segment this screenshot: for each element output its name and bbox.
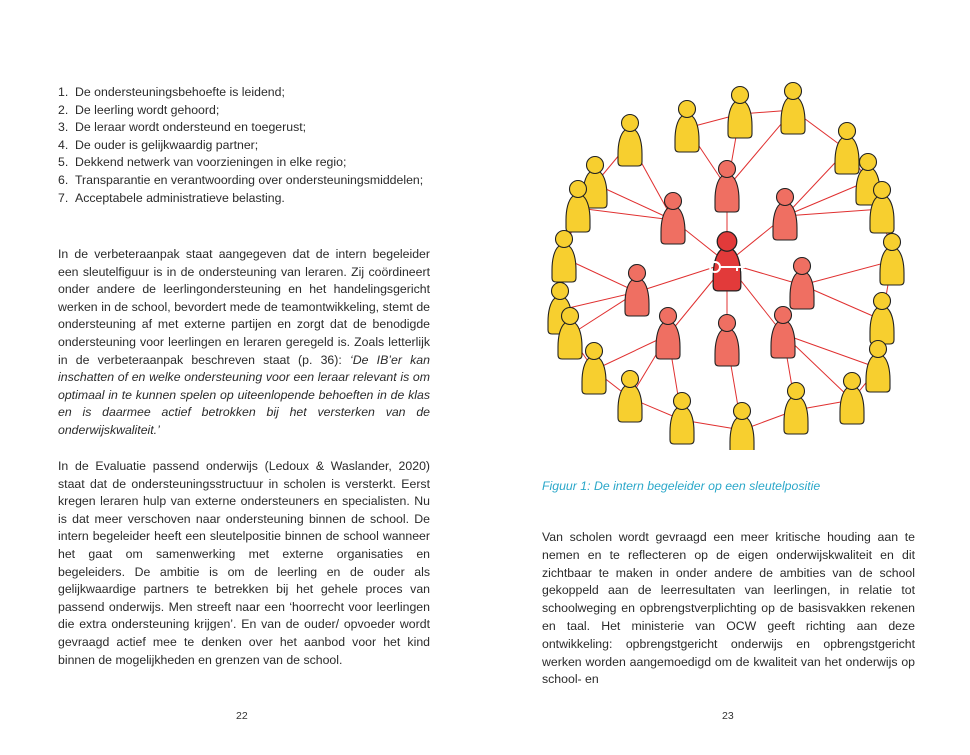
- list-item: [58, 190, 430, 208]
- pawn-body: [728, 102, 752, 138]
- outer-person-pawn: [618, 115, 642, 167]
- list-item-number: 3.: [58, 120, 69, 135]
- outer-person-pawn: [618, 371, 642, 423]
- list-item-text: De ouder is gelijkwaardig partner;: [75, 137, 259, 152]
- outer-person-pawn: [870, 293, 894, 345]
- inner-person-pawn: [661, 193, 685, 245]
- list-item-text: De ondersteuningsbehoefte is leidend;: [75, 85, 285, 99]
- list-item-text: De leerling wordt gehoord;: [75, 102, 220, 117]
- list-item: [58, 172, 430, 190]
- outer-person-pawn: [784, 383, 808, 435]
- pawn-head: [874, 182, 891, 199]
- pawn-head: [674, 393, 691, 410]
- list-item: [58, 154, 430, 172]
- list-item-number: 7.: [58, 190, 69, 205]
- pawn-body: [618, 386, 642, 422]
- pawn-body: [781, 98, 805, 134]
- outer-person-pawn: [781, 83, 805, 135]
- pawn-body: [566, 196, 590, 232]
- pawn-head: [586, 343, 603, 360]
- pawn-body: [773, 204, 797, 240]
- paragraph-text: In de verbeteraanpak staat aangegeven dat de intern begeleider een sleutelfiguur is in de ondersteuning van leraren. Zij coördineert onder andere de leerlingondersteuning en het handelingsgericht werken in de school, bevordert mede de teamontwikkeling, stemt de ondersteuning af met externe partijen en zorgt dat de benodigde ondersteuning voor leerlingen en leraren geregeld is. Zoals letterlijk in de verbeteraanpak beschreven staat (p. 36):: [58, 247, 430, 367]
- pawn-head: [785, 83, 802, 100]
- pawn-head: [570, 181, 587, 198]
- list-item: [58, 84, 430, 102]
- network-figure: [540, 70, 920, 450]
- paragraph-scholen: Van scholen wordt gevraagd een meer kritische houding aan te nemen en te reflecteren op de eigen onderwijskwaliteit en dit zichtbaar te maken in onder andere de ambities van de school gekoppeld aan de leerresultaten van leerlingen, in relatie tot schoolweging en opbrengstverplichting op de basisvakken rekenen en taal. Het ministerie van OCW geeft richting aan deze ontwikkeling: opbrengstgericht onderwijs en opbrengstgericht werken worden aangemoedigd om de kwaliteit van het onderwijs op school- en: [542, 530, 915, 687]
- pawn-body: [625, 280, 649, 316]
- pawn-head: [719, 161, 736, 178]
- pawn-head: [870, 341, 887, 358]
- pawn-body: [715, 176, 739, 212]
- pawn-body: [784, 398, 808, 434]
- pawn-body: [656, 323, 680, 359]
- connection-line: [578, 208, 673, 220]
- list-item: [58, 119, 430, 137]
- pawn-body: [715, 330, 739, 366]
- pawn-body: [866, 356, 890, 392]
- figure-caption: Figuur 1: De intern begeleider op een sleutelpositie: [542, 479, 821, 493]
- list-item-text: Transparantie en verantwoording over ondersteuningsmiddelen;: [75, 172, 424, 187]
- list-item-text: Dekkend netwerk van voorzieningen in elke regio;: [75, 155, 347, 170]
- pawn-body: [771, 322, 795, 358]
- pawn-head: [788, 383, 805, 400]
- list-item: [58, 102, 430, 120]
- outer-person-pawn: [840, 373, 864, 425]
- pawn-head: [839, 123, 856, 140]
- pawn-body: [870, 197, 894, 233]
- pawn-body: [870, 308, 894, 344]
- outer-person-pawn: [728, 87, 752, 139]
- list-item-number: 5.: [58, 155, 69, 170]
- right-page: [485, 0, 970, 755]
- pawn-head: [717, 232, 737, 252]
- pawn-head: [679, 101, 696, 118]
- pawn-body: [880, 249, 904, 285]
- list-item: [58, 137, 430, 155]
- principles-list: [58, 84, 430, 207]
- inner-person-pawn: [656, 308, 680, 360]
- pawn-head: [660, 308, 677, 325]
- outer-person-pawn: [880, 234, 904, 286]
- list-item-number: 6.: [58, 172, 69, 187]
- connection-line: [783, 334, 878, 368]
- paragraph-quote: ‘De IB’er kan inschatten of en welke ondersteuning voor een leraar relevant is om optimaal in te kunnen spelen op uiteenlopende behoeften in de klas en is daarmee actief betrokken bij het versterken van de onderwijskwaliteit.’: [58, 352, 430, 437]
- inner-person-pawn: [773, 189, 797, 241]
- pawn-head: [562, 308, 579, 325]
- pawn-body: [730, 418, 754, 450]
- pawn-head: [844, 373, 861, 390]
- pawn-body: [552, 246, 576, 282]
- center-person-pawn: [713, 232, 741, 291]
- pawn-body: [558, 323, 582, 359]
- pawn-head: [587, 157, 604, 174]
- pawn-head: [884, 234, 901, 251]
- outer-person-pawn: [730, 403, 754, 451]
- outer-person-pawn: [675, 101, 699, 153]
- pawn-head: [732, 87, 749, 104]
- inner-person-pawn: [771, 307, 795, 359]
- paragraph-verbeteraanpak: [58, 246, 430, 440]
- page-number-right: 23: [722, 710, 734, 722]
- pawn-body: [618, 130, 642, 166]
- list-item-text: Acceptabele administratieve belasting.: [75, 190, 285, 205]
- pawn-head: [622, 115, 639, 132]
- pawn-head: [777, 189, 794, 206]
- pawn-head: [775, 307, 792, 324]
- outer-person-pawn: [558, 308, 582, 360]
- pawn-head: [874, 293, 891, 310]
- page-number-left: 22: [236, 710, 248, 722]
- list-item-number: 1.: [58, 85, 69, 99]
- outer-person-pawn: [835, 123, 859, 175]
- pawn-head: [794, 258, 811, 275]
- list-item-text: De leraar wordt ondersteund en toegerust;: [75, 120, 307, 135]
- pawn-body: [790, 273, 814, 309]
- pawn-body: [670, 408, 694, 444]
- paragraph-evaluatie: In de Evaluatie passend onderwijs (Ledoux & Waslander, 2020) staat dat de ondersteuningsstructuur in scholen is versterkt. Eerst kregen leraren hulp van externe ondersteuners en specialisten. Nu is dat meer verschoven naar ondersteuning binnen de school. De intern begeleider heeft een sleutelpositie binnen de school wanneer het gaat om samenwerking met externe organisaties en begeleiders. De ambitie is om de leerling en de ouder als gelijkwaardige partners te betrekken bij het gehele proces van passend onderwijs. Men streeft naar een ‘hoorrecht voor leerlingen die extra ondersteuning krijgen’. En van de ouder/ opvoeder wordt gevraagd actief mee te denken over het aanbod voor het kind binnen de mogelijkheden en grenzen van de school.: [58, 459, 430, 667]
- pawn-head: [552, 283, 569, 300]
- inner-person-pawn: [625, 265, 649, 317]
- pawn-head: [734, 403, 751, 420]
- outer-person-pawn: [582, 343, 606, 395]
- outer-person-pawn: [870, 182, 894, 234]
- inner-person-pawn: [790, 258, 814, 310]
- inner-person-pawn: [715, 315, 739, 367]
- outer-person-pawn: [866, 341, 890, 393]
- list-item-number: 4.: [58, 137, 69, 152]
- pawn-body: [675, 116, 699, 152]
- outer-person-pawn: [552, 231, 576, 283]
- pawn-body: [582, 358, 606, 394]
- pawn-head: [665, 193, 682, 210]
- pawn-head: [556, 231, 573, 248]
- list-item-number: 2.: [58, 102, 69, 117]
- outer-person-pawn: [566, 181, 590, 233]
- pawn-body: [840, 388, 864, 424]
- inner-person-pawn: [715, 161, 739, 213]
- pawn-head: [622, 371, 639, 388]
- pawn-head: [629, 265, 646, 282]
- pawn-body: [661, 208, 685, 244]
- pawn-head: [719, 315, 736, 332]
- pawn-head: [860, 154, 877, 171]
- pawn-body: [835, 138, 859, 174]
- outer-person-pawn: [670, 393, 694, 445]
- connection-line: [802, 261, 892, 285]
